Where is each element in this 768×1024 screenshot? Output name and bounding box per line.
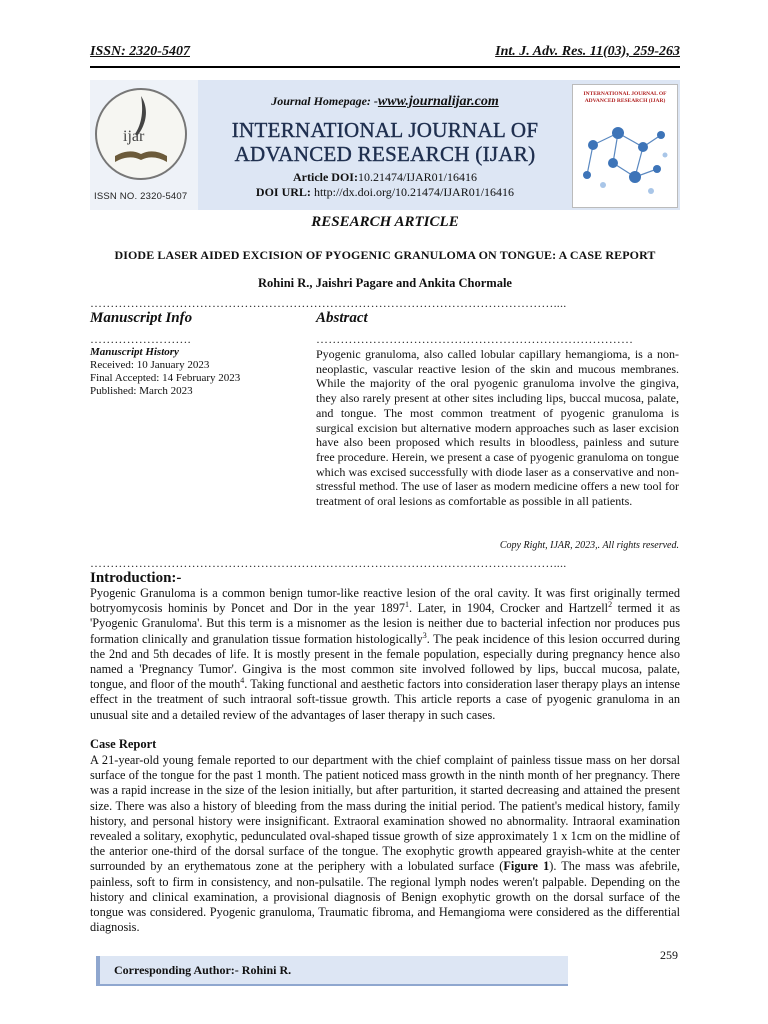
intro-text-4: . The peak incidence of this lesion occurred during the 2nd and 5th decades of life. It is mostly present in the female population, especially during pregnancy hence also named a 'Pregnancy Tumor'. Gingiva is the most common site involved followed by lips, buccal mucosa, palate, tongue, and floor of the mouth [90,631,681,692]
journal-homepage [200,94,570,110]
logo-text: ijar [123,128,145,145]
dotted-separator-bottom: …………………………………………………………………………………………………….... [90,556,567,570]
dotted-separator: …………………………………………………………………………………………………….... [90,296,567,310]
citation-ref: 3 [422,630,427,640]
intro-text-5: . Taking functional and aesthetic factors into consideration laser therapy plays an intense effect in the treatment of such intraoral soft-tissue growth. This article reports a case of pyogenic granuloma in an unusual site and a detailed review of the advantages of laser therapy in such cases. [90,677,681,722]
figure-reference[interactable]: Figure 1 [503,859,550,874]
journal-title-line1: INTERNATIONAL JOURNAL OF [231,118,539,142]
logo-circle [95,88,187,180]
citation-ref: 1 [405,600,409,610]
accepted-date: Final Accepted: 14 February 2023 [90,372,241,384]
intro-text-3: termed it as 'Pyogenic Granuloma'. But this term is a misnomer as the lesion is neither due to bacterial infection nor produces pus formation clinically and granulation tissue formation histologically [90,601,680,646]
manuscript-info-heading: Manuscript Info [90,310,193,326]
doi-label: Article DOI: [293,170,358,184]
case-report-paragraph [90,753,680,935]
header-rule [90,66,680,68]
intro-text-2: . Later, in 1904, Crocker and Hartzell [409,601,609,616]
abstract-text: Pyogenic granuloma, also called lobular capillary hemangioma, is a non-neoplastic, vascular reactive lesion of the skin and mucous membranes. While the majority of the oral pyogenic granuloma involve the gingiva, they also rarely present at other sites including lips, buccal mucosa, palate, and tongue. The most common treatment of pyogenic granuloma is surgical excision but alternative modern approaches such as laser excision have also been proposed which results in bloodless, painless and suture free procedure. Herein, we present a case of pyogenic granuloma on tongue which was excised successfully with diode laser as a conservative and non-stressful method. The use of laser as modern medicine offers a new tool for treatment of oral lesions as comfortable as possible in all patients. [316,347,679,509]
doi-url-link[interactable]: http://dx.doi.org/10.21474/IJAR01/16416 [313,185,515,199]
cover-title: INTERNATIONAL JOURNAL OF ADVANCED RESEARCH (IJAR) [583,91,667,104]
article-authors: Rohini R., Jaishri Pagare and Ankita Chormale [258,276,512,290]
citation-ref: 2 [608,600,613,610]
introduction-paragraph [90,586,680,723]
received-date: Received: 10 January 2023 [90,359,210,371]
citation-ref: 4 [240,676,245,686]
article-title: DIODE LASER AIDED EXCISION OF PYOGENIC GRANULOMA ON TONGUE: A CASE REPORT [114,248,656,262]
doi-value: 10.21474/IJAR01/16416 [357,170,477,184]
case-text-2: ). The mass was afebrile, painless, soft to firm in consistency, and non-pulsatile. The regional lymph nodes weren't palpable. Depending on the history and clinical examination, a provisional diagnosis of Benign exophytic growth on the dorsal surface of the tongue was considered. Pyogenic granuloma, Traumatic fibroma, and Hemangioma were considered as the differential diagnosis. [90,859,680,935]
copyright-notice: Copy Right, IJAR, 2023,. All rights reserved. [499,540,679,551]
case-text-1: A 21-year-old young female reported to our department with the chief complaint of painless tissue mass on her dorsal surface of the tongue for the past 1 month. The patient noticed mass growth in the ninth month of her pregnancy. There was a rapid increase in the size of the lesion initially, but after parturition, it started decreasing and attained the present size. There was also a history of bleeding from the mass during the initial period. The patient's medical history, family history, and personal history were insignificant. Extraoral examination showed no abnormality. Intraoral examination revealed a solitary, exophytic, pedunculated oval-shaped tissue growth of size approximately 1 x 1cm on the midline of the anterior one-third of the dorsal surface of the tongue. The exophytic growth appeared grayish-white at the center surrounded by an erythematous zone at the periphery with a lobulated surface ( [90,753,680,874]
intro-text-1: Pyogenic Granuloma is a common benign tumor-like reactive lesion of the oral cavity. It was first originally termed botryomycosis hominis by Poncet and Dor in the year 1897 [90,586,680,616]
introduction-heading: Introduction:- [90,570,182,586]
doi-url-label: DOI URL: [255,185,311,199]
manuscript-history [90,346,300,398]
article-type: RESEARCH ARTICLE [311,214,459,230]
published-date: Published: March 2023 [90,385,193,397]
homepage-label: Journal Homepage: - [271,94,378,108]
manuscript-dotted-separator: ……………………. [90,332,191,346]
history-label: Manuscript History [90,346,179,358]
citation-label: Int. J. Adv. Res. 11(03), 259-263 [495,44,680,59]
page-number: 259 [660,948,678,962]
homepage-link[interactable]: www.journalijar.com [377,94,499,109]
journal-title [200,118,570,166]
abstract-dotted-separator: …………………………………………………………………… [316,332,634,346]
case-report-heading: Case Report [90,737,157,751]
logo-issn: ISSN NO. 2320-5407 [94,191,188,202]
corresponding-author: Corresponding Author:- Rohini R. [114,963,292,977]
abstract-heading: Abstract [316,310,368,326]
journal-title-line2: ADVANCED RESEARCH (IJAR) [234,142,536,166]
issn-label: ISSN: 2320-5407 [90,44,190,59]
journal-logo [90,80,198,210]
doi-block [200,170,570,200]
corresponding-author-box [96,956,568,986]
molecule-icon [573,85,677,207]
journal-cover [572,84,678,208]
